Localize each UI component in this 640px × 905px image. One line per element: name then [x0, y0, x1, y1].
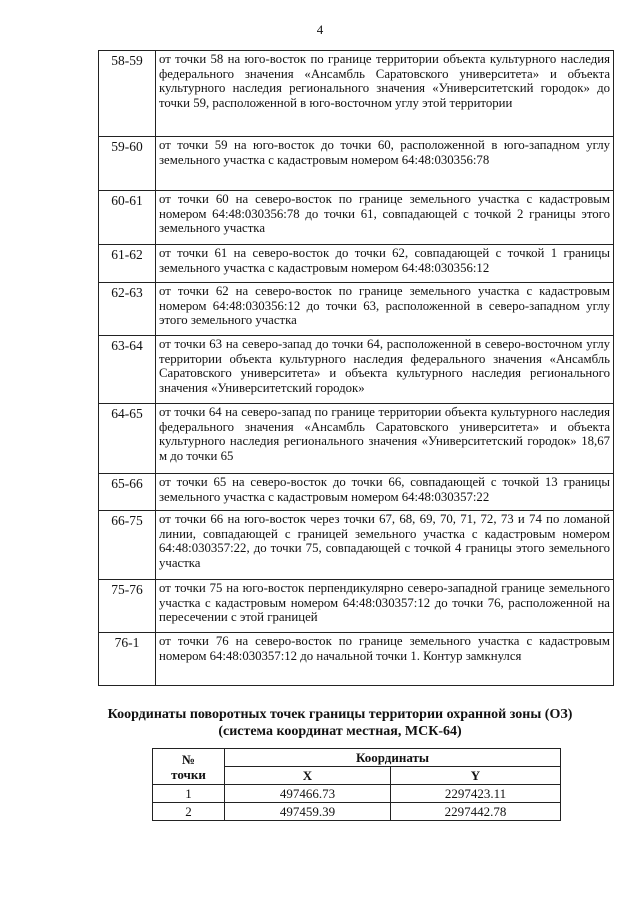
- header-no: №: [181, 751, 196, 767]
- segment-description: от точки 61 на северо-восток до точки 62, совпадающей с точкой 1 границы земельного участка с кадастровым номером 64:48:030356:12: [156, 245, 614, 283]
- table-row: [153, 785, 561, 803]
- table-row: [99, 137, 614, 191]
- segment-description: от точки 59 на юго-восток до точки 60, расположенной в юго-западном углу земельного участка с кадастровым номером 64:48:030356:78: [156, 137, 614, 191]
- table-row: [99, 245, 614, 283]
- oz-section-title: [70, 706, 610, 740]
- oz-title-line-2: (система координат местная, МСК-64): [218, 724, 462, 739]
- coords-header-row: [153, 749, 561, 767]
- y-value: 2297442.78: [391, 803, 561, 821]
- coordinates-header: Координаты: [225, 749, 561, 767]
- y-header: Y: [391, 767, 561, 785]
- x-value: 497459.39: [225, 803, 391, 821]
- oz-title-line-1: Координаты поворотных точек границы территории охранной зоны (ОЗ): [107, 707, 573, 722]
- point-number-header: [153, 749, 225, 785]
- segment-id: 60-61: [99, 191, 156, 245]
- segment-id: 59-60: [99, 137, 156, 191]
- table-row: [99, 511, 614, 580]
- table-row: [99, 580, 614, 633]
- point-number: 1: [153, 785, 225, 803]
- segment-id: 63-64: [99, 336, 156, 404]
- segment-description: от точки 58 на юго-восток по границе территории объекта культурного наследия федерального значения «Ансамбль Саратовского университета» и объекта культурного наследия регионального значения «Университетский городок» до точки 59, расположенной в юго-восточном углу этой территории: [156, 51, 614, 137]
- table-row: [99, 633, 614, 686]
- segment-description: от точки 64 на северо-запад по границе территории объекта культурного наследия федерального значения «Ансамбль Саратовского университета» и объекта культурного наследия регионального значения «Университетский городок» 18,67 м до точки 65: [156, 404, 614, 474]
- table-row: [99, 404, 614, 474]
- segment-id: 75-76: [99, 580, 156, 633]
- table-row: [99, 474, 614, 511]
- x-value: 497466.73: [225, 785, 391, 803]
- table-row: [99, 51, 614, 137]
- segment-id: 64-65: [99, 404, 156, 474]
- table-row: [99, 336, 614, 404]
- segment-id: 58-59: [99, 51, 156, 137]
- page-number: 4: [316, 22, 324, 37]
- segment-id: 65-66: [99, 474, 156, 511]
- point-number: 2: [153, 803, 225, 821]
- segment-id: 76-1: [99, 633, 156, 686]
- table-row: [99, 191, 614, 245]
- segment-description: от точки 76 на северо-восток по границе земельного участка с кадастровым номером 64:48:030357:12 до начальной точки 1. Контур замкнулся: [156, 633, 614, 686]
- segment-description: от точки 62 на северо-восток по границе земельного участка с кадастровым номером 64:48:030356:12 до точки 63, расположенной в северо-западном углу этого земельного участка: [156, 283, 614, 336]
- segment-id: 61-62: [99, 245, 156, 283]
- x-header: X: [225, 767, 391, 785]
- segment-description: от точки 66 на юго-восток через точки 67, 68, 69, 70, 71, 72, 73 и 74 по ломаной линии, совпадающей с границей земельного участка с кадастровым номером 64:48:030357:22, до точки 75, совпадающей с точкой 4 границы этого земельного участка: [156, 511, 614, 580]
- segment-description: от точки 75 на юго-восток перпендикулярно северо-западной границе земельного участка с кадастровым номером 64:48:030357:12 до точки 76, расположенной на пересечении с этой границей: [156, 580, 614, 633]
- segment-id: 66-75: [99, 511, 156, 580]
- table-row: [153, 803, 561, 821]
- segment-description: от точки 65 на северо-восток до точки 66, совпадающей с точкой 13 границы земельного участка с кадастровым номером 64:48:030357:22: [156, 474, 614, 511]
- y-value: 2297423.11: [391, 785, 561, 803]
- segment-id: 62-63: [99, 283, 156, 336]
- table-row: [99, 283, 614, 336]
- segment-description: от точки 63 на северо-запад до точки 64, расположенной в северо-восточном углу территории объекта культурного наследия федерального значения «Ансамбль Саратовского университета» и объекта культурного наследия регионального значения «Университетский городок»: [156, 336, 614, 404]
- segment-description: от точки 60 на северо-восток по границе земельного участка с кадастровым номером 64:48:030356:78 до точки 61, совпадающей с точкой 2 границы этого земельного участка: [156, 191, 614, 245]
- boundary-segments-table: [98, 50, 614, 686]
- coordinates-table: [152, 748, 561, 821]
- header-point: точки: [171, 766, 206, 782]
